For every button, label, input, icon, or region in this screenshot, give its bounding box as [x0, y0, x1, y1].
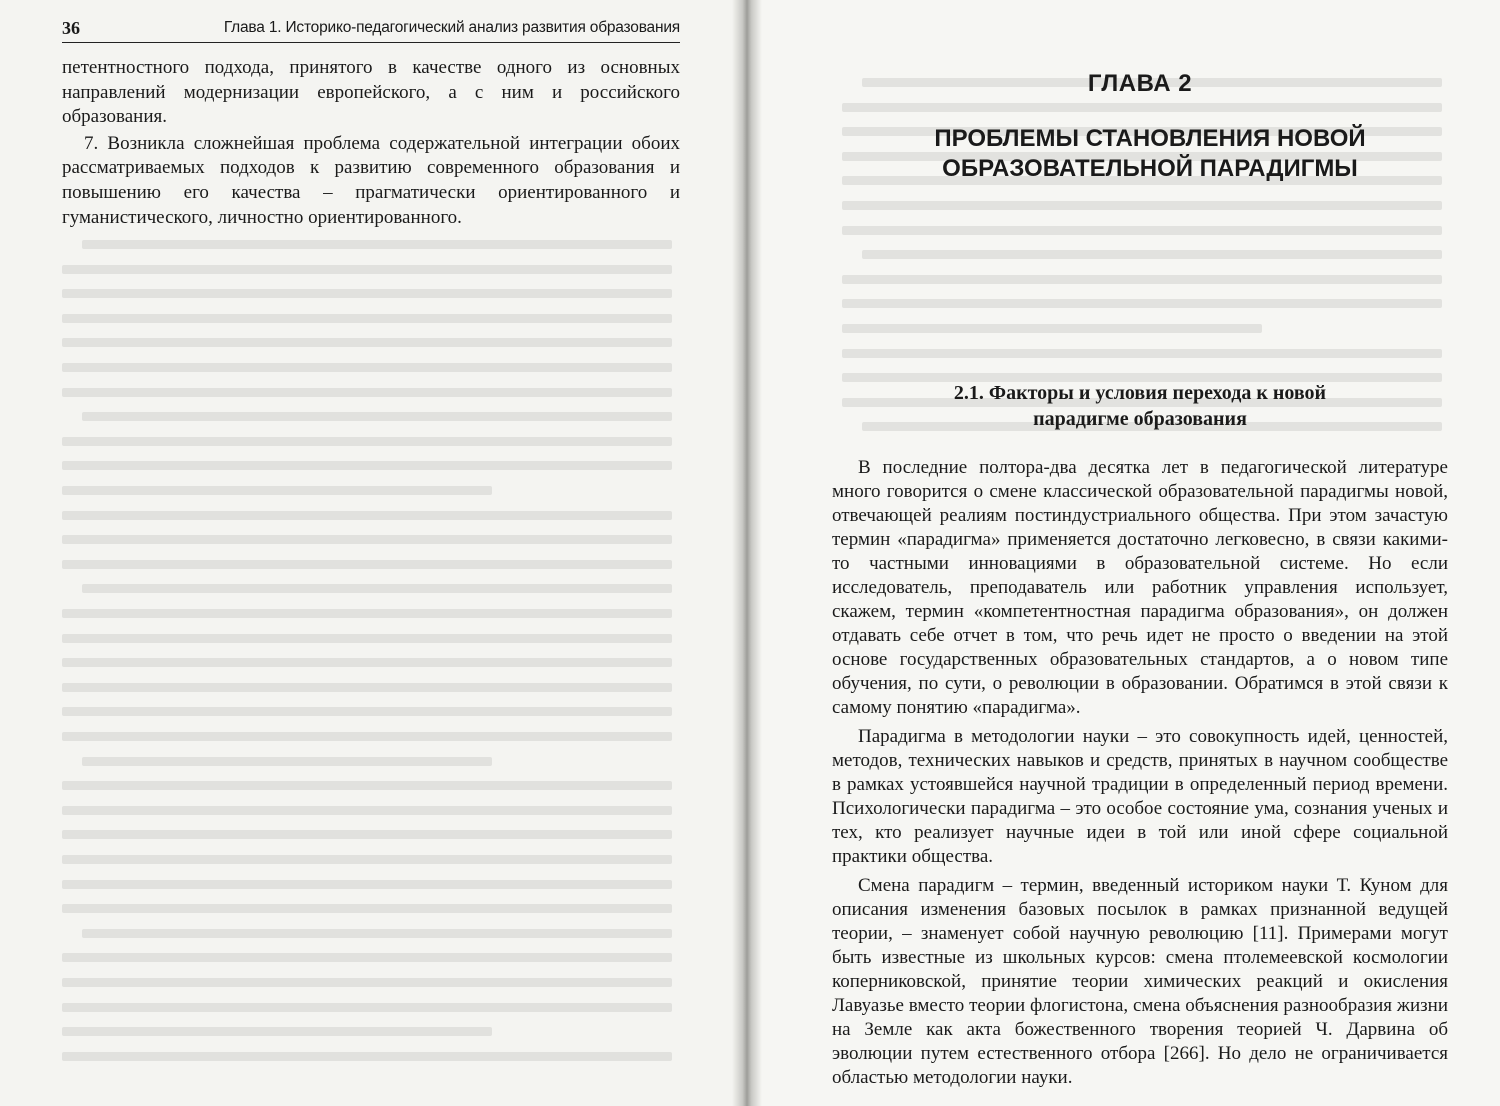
paragraph: петентностного подхода, принятого в качестве одного из основных направлений модернизации европейского, а с ним и российского образования.	[62, 57, 680, 128]
left-body-text	[62, 56, 680, 230]
bleed-through-line	[62, 732, 672, 741]
right-body-text	[832, 456, 1448, 1090]
paragraph: 7. Возникла сложнейшая проблема содержательной интеграции обоих рассматриваемых подходов к развитию современного образования и повышению его качества – прагматически ориентированного и гуманистического, личностно ориентированного.	[62, 132, 680, 228]
bleed-through-line	[842, 103, 1442, 112]
paragraph: Смена парадигм – термин, введенный историком науки Т. Куном для описания изменения базовых посылок в рамках признанной ведущей теории, – знаменует собой научную революцию [11]. Примерами могут быть известные из школьных курсов: смена птолемеевской космологии коперниковской, принятие теории химических реакций и окисления Лавуазье вместо теории флогистона, смена объяснения разнообразия жизни на Земле как акта божественного творения теорией Ч. Дарвина об эволюции путем естественного отбора [266]. Но дело не ограничивается областью методологии науки.	[832, 875, 1448, 1088]
bleed-through-line	[62, 806, 672, 815]
bleed-through-line	[62, 535, 672, 544]
bleed-through-line	[62, 437, 672, 446]
bleed-through-line	[62, 1027, 492, 1036]
bleed-through-line	[862, 250, 1442, 259]
bleed-through-line	[842, 299, 1442, 308]
bleed-through-line	[62, 1003, 672, 1012]
chapter-title: ПРОБЛЕМЫ СТАНОВЛЕНИЯ НОВОЙ ОБРАЗОВАТЕЛЬНОЙ ПАРАДИГМЫ	[934, 125, 1366, 182]
paragraph: Парадигма в методологии науки – это совокупность идей, ценностей, методов, технических навыков и средств, принятых в научном сообществе в рамках устоявшейся научной традиции в определенный период времени. Психологически парадигма – это особое состояние ума, сознания ученых и тех, кто реализует научные идеи в той или иной сфере социальной практики общества.	[832, 726, 1448, 867]
bleed-through-line	[62, 880, 672, 889]
page-number: 36	[62, 18, 80, 38]
bleed-through-line	[62, 314, 672, 323]
bleed-through-line	[62, 683, 672, 692]
bleed-through-line	[62, 855, 672, 864]
section-title: 2.1. Факторы и условия перехода к новой парадигме образования	[953, 382, 1327, 430]
bleed-through-line	[62, 338, 672, 347]
bleed-through-line	[62, 781, 672, 790]
bleed-through-line	[62, 609, 672, 618]
bleed-through-line	[62, 978, 672, 987]
running-head-title: Глава 1. Историко-педагогический анализ развития образования	[223, 19, 680, 36]
bleed-through-line	[62, 265, 672, 274]
bleed-through-line	[842, 275, 1442, 284]
bleed-through-line	[82, 584, 672, 593]
bleed-through-line	[62, 658, 672, 667]
running-head	[62, 16, 680, 43]
bleed-through-line	[62, 461, 672, 470]
bleed-through-line	[842, 226, 1442, 235]
book-gutter	[732, 0, 762, 1106]
bleed-through-line	[82, 412, 672, 421]
bleed-through-line	[82, 240, 672, 249]
bleed-through-line	[842, 201, 1442, 210]
bleed-through-line	[62, 1052, 672, 1061]
bleed-through-line	[82, 757, 492, 766]
chapter-label: ГЛАВА 2	[1087, 70, 1193, 97]
bleed-through-line	[62, 830, 672, 839]
bleed-through-line	[82, 929, 672, 938]
bleed-through-line	[62, 388, 672, 397]
bleed-through-line	[62, 953, 672, 962]
bleed-through-line	[62, 904, 672, 913]
bleed-through-line	[62, 560, 672, 569]
bleed-through-line	[62, 634, 672, 643]
bleed-through-line	[62, 707, 672, 716]
paragraph: В последние полтора-два десятка лет в педагогической литературе много говорится о смене классической образовательной парадигмы новой, отвечающей реалиям постиндустриального общества. При этом зачастую термин «парадигма» применяется достаточно легковесно, в связи какими-то частными инновациями в образовательной системе. Но если исследователь, преподаватель или работник управления использует, скажем, термин «компетентностная парадигма образования», он должен отдавать себе отчет в том, что речь идет не просто о введении на этой основе государственных образовательных стандартов, а о новом типе обучения, по сути, о революции в образовании. Обратимся в этой связи к самому понятию «парадигма».	[832, 457, 1448, 718]
bleed-through-line	[62, 486, 492, 495]
bleed-through-line	[842, 324, 1262, 333]
bleed-through-line	[62, 289, 672, 298]
bleed-through-line	[62, 511, 672, 520]
bleed-through-line	[842, 349, 1442, 358]
bleed-through-line	[62, 363, 672, 372]
